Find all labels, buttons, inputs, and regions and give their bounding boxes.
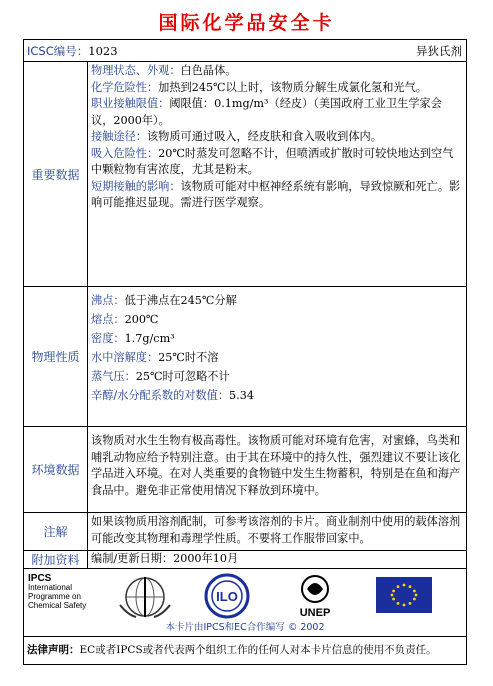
important-data-line: 短期接触的影响：该物质可能对中枢神经系统有影响，导致惊厥和死亡。影响可能推迟显现。需进行医学观察。 bbox=[91, 179, 461, 209]
logos-row bbox=[24, 569, 466, 637]
unep-text: UNEP bbox=[299, 607, 331, 619]
important-data-content bbox=[88, 62, 466, 286]
ipcs-logo: IPCS International Programme on Chemical Safety bbox=[28, 573, 87, 610]
physical-property-line: 水中溶解度：25℃时不溶 bbox=[91, 351, 219, 364]
header-row bbox=[24, 40, 466, 62]
important-data-row bbox=[24, 62, 466, 287]
unep-logo-icon bbox=[290, 573, 340, 619]
additional-label: 附加资料 bbox=[24, 551, 88, 568]
legal-row bbox=[24, 637, 466, 664]
physical-properties-row bbox=[24, 287, 466, 427]
chemical-name: 异狄氏剂 bbox=[416, 44, 462, 58]
important-data-line: 接触途径：该物质可通过吸入，经皮肤和食入吸收到体内。 bbox=[91, 130, 382, 143]
notes-row bbox=[24, 513, 466, 551]
card-title: 国际化学品安全卡 bbox=[158, 12, 335, 34]
additional-row bbox=[24, 551, 466, 569]
physical-property-line: 沸点：低于沸点在245℃分解 bbox=[91, 294, 237, 307]
important-data-line: 吸入危险性：20℃时蒸发可忽略不计，但喷洒或扩散时可较快地达到空气中颗粒物有害浓度，尤其是粉末。 bbox=[91, 146, 454, 176]
notes-content: 如果该物质用溶剂配制，可参考该溶剂的卡片。商业制剂中使用的载体溶剂可能改变其物理和毒理学性质。不要将工作服带回家中。 bbox=[91, 515, 461, 545]
physical-properties-content bbox=[88, 287, 466, 426]
ilo-text: ILO bbox=[216, 589, 238, 604]
environment-row bbox=[24, 427, 466, 513]
ilo-logo-icon bbox=[202, 573, 252, 619]
legal-label: 法律声明： bbox=[27, 644, 80, 656]
environment-content: 该物质对水生生物有极高毒性。该物质可能对环境有危害，对蜜蜂，鸟类和哺乳动物应给予特别注意。由于其在环境中的持久性，强烈建议不要让该化学品进入环境。在对人类重要的食物链中发生生物蓄积，特别是在鱼和海产食品中。避免非正常使用情况下释放到环境中。 bbox=[91, 434, 461, 497]
environment-label: 环境数据 bbox=[24, 427, 88, 512]
icsc-number: ICSC编号：1023 bbox=[27, 44, 118, 58]
physical-property-line: 辛醇/水分配系数的对数值：5.34 bbox=[91, 389, 254, 402]
important-data-line: 职业接触限值：阈限值：0.1mg/m³（经皮）（美国政府工业卫生学家会议，2000年）。 bbox=[91, 97, 442, 127]
card-frame bbox=[23, 39, 467, 665]
physical-property-line: 蒸气压：25℃时可忽略不计 bbox=[91, 370, 230, 383]
notes-label: 注解 bbox=[24, 513, 88, 550]
physical-property-line: 熔点：200℃ bbox=[91, 313, 159, 326]
eu-flag-icon bbox=[376, 577, 432, 613]
important-data-line: 化学危险性：加热到245℃以上时，该物质分解生成氯化氢和光气。 bbox=[91, 80, 427, 94]
who-emblem-icon bbox=[116, 575, 174, 619]
important-data-line: 物理状态、外观：白色晶体。 bbox=[91, 64, 237, 77]
physical-property-line: 密度：1.7g/cm³ bbox=[91, 332, 175, 345]
physical-properties-label: 物理性质 bbox=[24, 287, 88, 426]
important-data-label: 重要数据 bbox=[24, 62, 88, 286]
credit-text: 本卡片由IPCS和EC合作编写 © 2002 bbox=[165, 622, 325, 633]
legal-text: EC或者IPCS或者代表两个组织工作的任何人对本卡片信息的使用不负责任。 bbox=[79, 644, 437, 656]
additional-content: 编制/更新日期：2000年10月 bbox=[91, 552, 239, 565]
